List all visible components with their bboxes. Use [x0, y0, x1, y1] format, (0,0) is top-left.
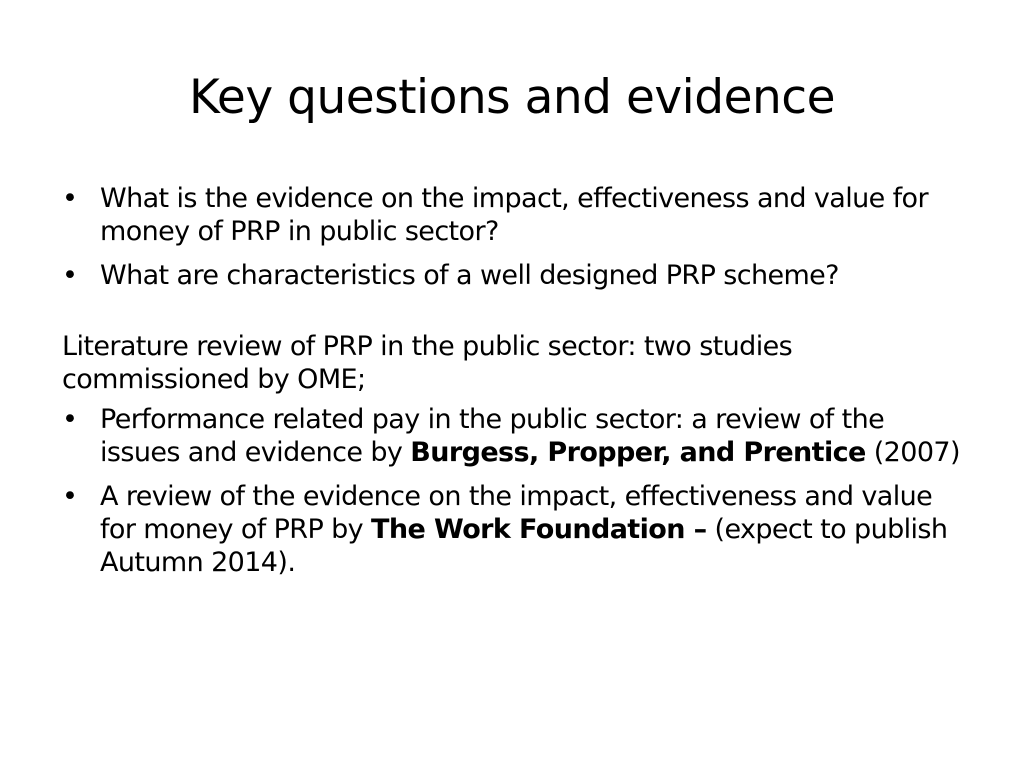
slide-body	[62, 182, 962, 590]
study-authors: The Work Foundation –	[371, 514, 707, 545]
study-year: (2007)	[865, 437, 960, 468]
bullet-icon: •	[62, 481, 78, 512]
study-note: (expect to publish Autumn 2014).	[100, 514, 948, 578]
bullet-icon: •	[62, 260, 78, 291]
study-item	[62, 480, 962, 579]
study-authors: Burgess, Propper, and Prentice	[410, 437, 866, 468]
studies-list	[62, 403, 962, 579]
literature-intro: Literature review of PRP in the public sector: two studies commissioned by OME;	[62, 331, 793, 395]
question-item	[62, 259, 962, 292]
bullet-icon: •	[62, 404, 78, 435]
study-item	[62, 403, 962, 469]
question-text: What is the evidence on the impact, effectiveness and value for money of PRP in public sector?	[100, 183, 928, 247]
question-item	[62, 182, 962, 248]
question-text: What are characteristics of a well designed PRP scheme?	[100, 260, 839, 291]
bullet-icon: •	[62, 183, 78, 214]
study-text: Performance related pay in the public sector: a review of the issues and evidence by	[100, 404, 885, 468]
questions-list	[62, 182, 962, 292]
study-text: A review of the evidence on the impact, effectiveness and value for money of PRP by	[100, 481, 933, 545]
slide-title: Key questions and evidence	[188, 70, 836, 125]
